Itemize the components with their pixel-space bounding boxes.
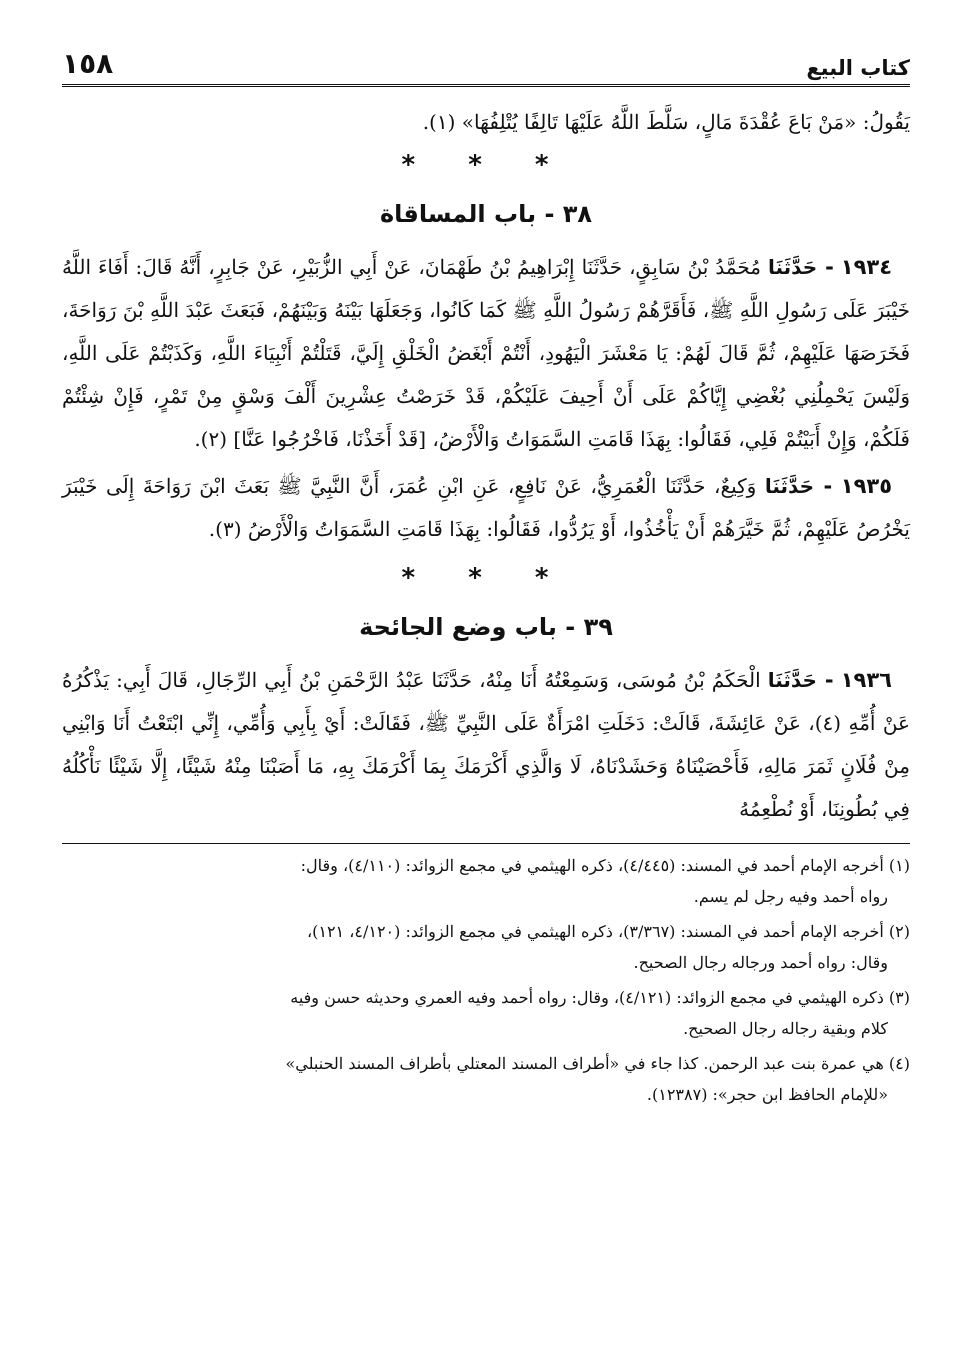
footnote-1 <box>62 850 910 912</box>
footnote-2 <box>62 916 910 978</box>
document-page <box>62 40 910 1114</box>
hadith-text: مُحَمَّدُ بْنُ سَابِقٍ، حَدَّثَنَا إِبْرَاهِيمُ بْنُ طَهْمَانَ، عَنْ أَبِي الزُّبَيْرِ، عَنْ جَابِرٍ، أَنَّهُ قَالَ: أَفَاءَ اللَّهُ خَيْبَرَ عَلَى رَسُولِ اللَّهِ ﷺ، فَأَقَرَّهُمْ رَسُولُ اللَّهِ ﷺ كَمَا كَانُوا، وَجَعَلَهَا بَيْنَهُ وَبَيْنَهُمْ، فَبَعَثَ عَبْدَ اللَّهِ بْنَ رَوَاحَةَ، فَخَرَصَهَا عَلَيْهِمْ، ثُمَّ قَالَ لَهُمْ: يَا مَعْشَرَ الْيَهُودِ، أَنْتُمْ أَبْغَضُ الْخَلْقِ إِلَيَّ، قَتَلْتُمْ أَنْبِيَاءَ اللَّهِ، وَكَذَبْتُمْ عَلَى اللَّهِ، وَلَيْسَ يَحْمِلُنِي بُغْضِي إِيَّاكُمْ عَلَى أَنْ أَحِيفَ عَلَيْكُمْ، قَدْ خَرَصْتُ عِشْرِينَ أَلْفَ وَسْقٍ مِنْ تَمْرٍ، فَإِنْ شِئْتُمْ فَلَكُمْ، وَإِنْ أَبَيْتُمْ فَلِي، فَقَالُوا: بِهَذَا قَامَتِ السَّمَوَاتُ وَالْأَرْضُ، [قَدْ أَخَذْنَا، فَاخْرُجُوا عَنَّا] (٢). <box>62 255 910 451</box>
chapter-title-38: ٣٨ - باب المساقاة <box>379 200 593 228</box>
footnotes <box>62 850 910 1110</box>
section-separator: * * * <box>401 150 571 180</box>
footnote-line: (٤) هي عمرة بنت عبد الرحمن. كذا جاء في «أطراف المسند المعتلي بأطراف المسند الحنبلي» <box>285 1054 910 1073</box>
book-title: كتاب البيع <box>806 56 910 80</box>
footnote-3 <box>62 982 910 1044</box>
hadith-opening: حَدَّثَنَا <box>764 474 815 498</box>
footnote-4 <box>62 1048 910 1110</box>
footnote-line: (٢) أخرجه الإمام أحمد في المسند: (٣/٣٦٧)، ذكره الهيثمي في مجمع الزوائد: (٤/١٢٠، ١٢١)، <box>306 922 910 941</box>
footnote-line: (٣) ذكره الهيثمي في مجمع الزوائد: (٤/١٢١)، وقال: رواه أحمد وفيه العمري وحديثه حسن وفيه <box>290 988 910 1007</box>
hadith-text: وَكِيعٌ، حَدَّثَنَا الْعُمَرِيُّ، عَنْ نَافِعٍ، عَنِ ابْنِ عُمَرَ، أَنَّ النَّبِيَّ ﷺ بَعَثَ ابْنَ رَوَاحَةَ إِلَى خَيْبَرَ يَخْرُصُ عَلَيْهِمْ، ثُمَّ خَيَّرَهُمْ أَنْ يَأْخُذُوا، أَوْ يَرُدُّوا، فَقَالُوا: بِهَذَا قَامَتِ السَّمَوَاتُ وَالْأَرْضُ (٣). <box>62 474 910 541</box>
footnote-line: (١) أخرجه الإمام أحمد في المسند: (٤/٤٤٥)، ذكره الهيثمي في مجمع الزوائد: (٤/١١٠)، وقال: <box>300 856 910 875</box>
footnote-line: رواه أحمد وفيه رجل لم يسم. <box>693 887 888 906</box>
hadith-text: الْحَكَمُ بْنُ مُوسَى، وَسَمِعْتُهُ أَنَا مِنْهُ، حَدَّثَنَا عَبْدُ الرَّحْمَنِ بْنُ أَبِي الرِّجَالِ، قَالَ أَبِي: يَذْكُرُهُ عَنْ أُمِّهِ (٤)، عَنْ عَائِشَةَ، قَالَتْ: دَخَلَتِ امْرَأَةٌ عَلَى النَّبِيِّ ﷺ، فَقَالَتْ: أَيْ بِأَبِي وَأُمِّي، إِنِّي ابْتَعْتُ أَنَا وَابْنِي مِنْ فُلَانٍ ثَمَرَ مَالِهِ، فَأَحْصَيْنَاهُ وَحَشَدْنَاهُ، لَا وَالَّذِي أَكْرَمَكَ بِمَا أَكْرَمَكَ بِهِ، مَا أَصَبْنَا مِنْهُ شَيْئًا، إِلَّا شَيْئًا نَأْكُلُهُ فِي بُطُونِنَا، أَوْ نُطْعِمُهُ <box>62 668 910 821</box>
intro-line: يَقُولُ: «مَنْ بَاعَ عُقْدَةَ مَالٍ، سَلَّطَ اللَّهُ عَلَيْهَا تَالِفًا يُتْلِفُهَا» (١). <box>422 110 910 134</box>
footnote-line: وقال: رواه أحمد ورجاله رجال الصحيح. <box>633 953 888 972</box>
hadith-number: ١٩٣٥ <box>840 474 893 498</box>
footnote-line: «للإمام الحافظ ابن حجر»: (١٢٣٨٧). <box>646 1085 888 1104</box>
hadith-1934: ١٩٣٤ - حَدَّثَنَا مُحَمَّدُ بْنُ سَابِقٍ، حَدَّثَنَا إِبْرَاهِيمُ بْنُ طَهْمَانَ، عَنْ أَبِي الزُّبَيْرِ، عَنْ جَابِرٍ، أَنَّهُ قَالَ: أَفَاءَ اللَّهُ خَيْبَرَ عَلَى رَسُولِ اللَّهِ ﷺ، فَأَقَرَّهُمْ رَسُولُ اللَّهِ ﷺ كَمَا كَانُوا، وَجَعَلَهَا بَيْنَهُ وَبَيْنَهُمْ، فَبَعَثَ عَبْدَ اللَّهِ بْنَ رَوَاحَةَ، فَخَرَصَهَا عَلَيْهِمْ، ثُمَّ قَالَ لَهُمْ: يَا مَعْشَرَ الْيَهُودِ، أَنْتُمْ أَبْغَضُ الْخَلْقِ إِلَيَّ، قَتَلْتُمْ أَنْبِيَاءَ اللَّهِ، وَكَذَبْتُمْ عَلَى اللَّهِ، وَلَيْسَ يَحْمِلُنِي بُغْضِي إِيَّاكُمْ عَلَى أَنْ أَحِيفَ عَلَيْكُمْ، قَدْ خَرَصْتُ عِشْرِينَ أَلْفَ وَسْقٍ مِنْ تَمْرٍ، فَإِنْ شِئْتُمْ فَلَكُمْ، وَإِنْ أَبَيْتُمْ فَلِي، فَقَالُوا: بِهَذَا قَامَتِ السَّمَوَاتُ وَالْأَرْضُ، [قَدْ أَخَذْنَا، فَاخْرُجُوا عَنَّا] (٢). <box>62 255 910 451</box>
hadith-number: ١٩٣٦ <box>840 668 892 692</box>
hadith-number: ١٩٣٤ <box>840 255 893 279</box>
footnote-line: كلام وبقية رجاله رجال الصحيح. <box>683 1019 888 1038</box>
hadith-1935: ١٩٣٥ - حَدَّثَنَا وَكِيعٌ، حَدَّثَنَا الْعُمَرِيُّ، عَنْ نَافِعٍ، عَنِ ابْنِ عُمَرَ، أَنَّ النَّبِيَّ ﷺ بَعَثَ ابْنَ رَوَاحَةَ إِلَى خَيْبَرَ يَخْرُصُ عَلَيْهِمْ، ثُمَّ خَيَّرَهُمْ أَنْ يَأْخُذُوا، أَوْ يَرُدُّوا، فَقَالُوا: بِهَذَا قَامَتِ السَّمَوَاتُ وَالْأَرْضُ (٣). <box>62 474 910 541</box>
hadith-1936: ١٩٣٦ - حَدَّثَنَا الْحَكَمُ بْنُ مُوسَى، وَسَمِعْتُهُ أَنَا مِنْهُ، حَدَّثَنَا عَبْدُ الرَّحْمَنِ بْنُ أَبِي الرِّجَالِ، قَالَ أَبِي: يَذْكُرُهُ عَنْ أُمِّهِ (٤)، عَنْ عَائِشَةَ، قَالَتْ: دَخَلَتِ امْرَأَةٌ عَلَى النَّبِيِّ ﷺ، فَقَالَتْ: أَيْ بِأَبِي وَأُمِّي، إِنِّي ابْتَعْتُ أَنَا وَابْنِي مِنْ فُلَانٍ ثَمَرَ مَالِهِ، فَأَحْصَيْنَاهُ وَحَشَدْنَاهُ، لَا وَالَّذِي أَكْرَمَكَ بِمَا أَكْرَمَكَ بِهِ، مَا أَصَبْنَا مِنْهُ شَيْئًا، إِلَّا شَيْئًا نَأْكُلُهُ فِي بُطُونِنَا، أَوْ نُطْعِمُهُ <box>62 668 910 821</box>
hadith-opening: حَدَّثَنَا <box>768 255 818 279</box>
running-header <box>62 40 910 87</box>
page-number: ١٥٨ <box>62 47 114 80</box>
footnote-separator <box>62 843 910 850</box>
hadith-opening: حَدَّثَنَا <box>767 668 817 692</box>
chapter-title-39: ٣٩ - باب وضع الجائحة <box>359 613 613 641</box>
section-separator: * * * <box>401 563 571 593</box>
